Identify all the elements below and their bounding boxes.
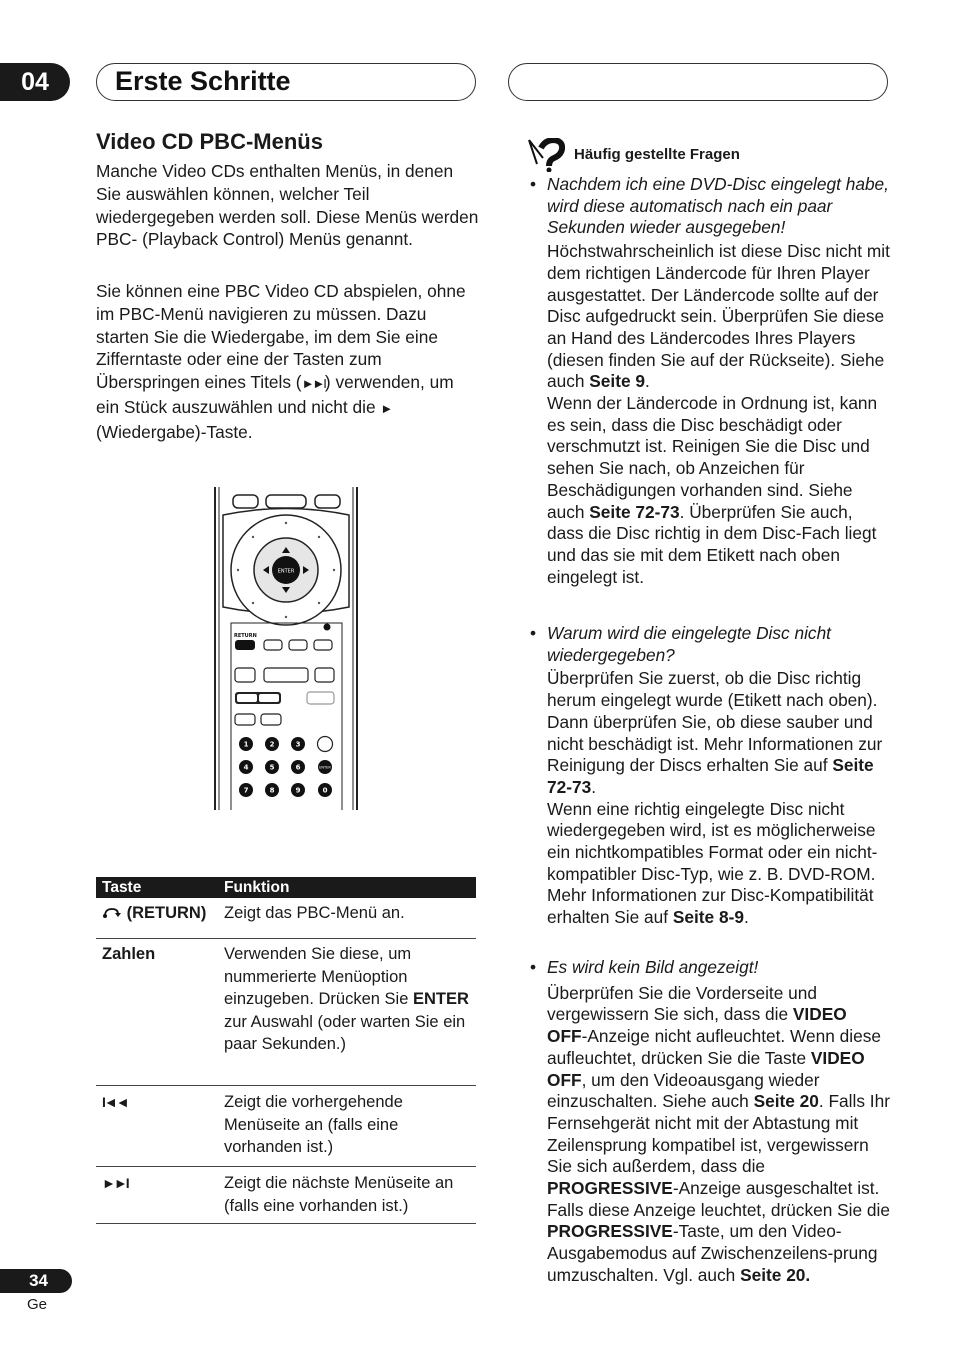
- faq-question-icon: [527, 138, 565, 172]
- faq-answer: Überprüfen Sie die Vorderseite und vergewissern Sie sich, dass die VIDEO OFF-Anzeige nicht aufleuchtet. Wenn diese aufleuchtet, drücken Sie die Taste VIDEO OFF, um den Videoausgang wieder einzuschalten. Siehe auch Seite 20. Falls Ihr Fernsehgerät nicht mit der Abtastung mit Zeilensprung kompatibel ist, vergewissern Sie sich außerdem, dass die PROGRESSIVE-Anzeige ausgeschaltet ist. Falls diese Anzeige leuchtet, drücken Sie die PROGRESSIVE-Taste, um den Video-Ausgabemodus auf Zwischenzeilens-prung umzuschalten. Vgl. auch Seite 20.: [547, 982, 890, 1285]
- table-row: [96, 939, 476, 1086]
- faq-item: [530, 623, 890, 929]
- button-function-table: [96, 877, 476, 1224]
- return-key-label: (RETURN): [126, 904, 207, 922]
- faq-item: [530, 174, 890, 588]
- svg-text:5: 5: [269, 763, 275, 772]
- return-icon: [102, 907, 122, 919]
- numbers-key-label: Zahlen: [102, 945, 156, 963]
- svg-text:ENTER: ENTER: [319, 765, 331, 770]
- faq-item: [530, 957, 890, 1287]
- svg-text:1: 1: [243, 740, 249, 749]
- svg-text:7: 7: [243, 786, 249, 795]
- svg-text:6: 6: [295, 763, 301, 772]
- faq-answer: Höchstwahrscheinlich ist diese Disc nicht mit dem richtigen Ländercode für Ihren Player ausgestattet. Der Ländercode sollte auf der Disc aufgedruckt sein. Überprüfen Sie diese an Hand des Ländercodes Ihres Players (diesen finden Sie auf der Rückseite). Siehe auch Seite 9. Wenn der Ländercode in Ordnung ist, kann es sein, dass die Disc beschädigt oder verschmutzt ist. Reinigen Sie die Disc und sehen Sie nach, ob Anzeichen für Beschädigungen vorhanden sind. Siehe auch Seite 72-73. Überprüfen Sie auch, dass die Disc richtig in dem Disc-Fach liegt und das sie mit dem Etikett nach oben eingelegt ist.: [547, 241, 890, 587]
- svg-text:0: 0: [322, 786, 328, 795]
- table-row: [96, 1167, 476, 1224]
- intro-paragraph: [96, 160, 481, 251]
- svg-text:8: 8: [269, 786, 275, 795]
- numbers-key-function: Verwenden Sie diese, um nummerierte Menüoption einzugeben. Drücken Sie ENTER zur Auswahl (oder warten Sie ein paar Sekunden.): [224, 945, 469, 1054]
- table-row: [96, 1086, 476, 1167]
- skip-forward-symbol: ►►I: [301, 376, 325, 392]
- remote-control-illustration: [213, 487, 359, 810]
- table-header: [96, 877, 476, 898]
- table-header-key: Taste: [102, 879, 142, 896]
- svg-text:4: 4: [243, 763, 249, 772]
- svg-text:9: 9: [295, 786, 301, 795]
- table-row: [96, 898, 476, 939]
- svg-text:2: 2: [269, 740, 275, 749]
- skip-back-icon: I◄◄: [102, 1094, 128, 1110]
- chapter-title: Erste Schritte: [115, 66, 291, 96]
- usage-text: Sie können eine PBC Video CD abspielen, ohne im PBC-Menü navigieren zu müssen. Dazu starten Sie die Wiedergabe, im dem Sie eine Zifferntaste oder eine der Tasten zum Überspringen eines Titels (►►I) verwenden, um ein Stück auszuwählen und nicht die ► (Wiedergabe)-Taste.: [96, 281, 466, 442]
- skip-back-function: Zeigt die vorhergehende Menüseite an (falls eine vorhanden ist.): [224, 1093, 403, 1157]
- faq-heading: Häufig gestellte Fragen: [574, 146, 740, 163]
- section-title: Video CD PBC-Menüs: [96, 129, 323, 154]
- page-number: 34: [0, 1269, 72, 1293]
- faq-answer: Überprüfen Sie zuerst, ob die Disc richtig herum eingelegt wurde (Etikett nach oben). Dann überprüfen Sie, ob diese sauber und nicht beschädigt ist. Mehr Informationen zur Reinigung der Discs erhalten Sie auf Seite 72-73. Wenn eine richtig eingelegte Disc nicht wiedergegeben wird, ist es möglicherweise ein nichtkompatibles Format oder ein nicht-kompatibler Disc-Typ, wie z. B. DVD-ROM. Mehr Informationen zur Disc-Kompatibilität erhalten Sie auf Seite 8-9.: [547, 668, 883, 928]
- skip-forward-icon: ►►I: [102, 1175, 128, 1191]
- header-empty-box: [508, 63, 888, 101]
- chapter-title-box: [96, 63, 476, 101]
- faq-question: • Warum wird die eingelegte Disc nicht wiedergegeben?: [530, 623, 890, 666]
- usage-paragraph: [96, 280, 481, 444]
- chapter-number-badge: 04: [0, 63, 70, 101]
- faq-question: • Nachdem ich eine DVD-Disc eingelegt habe, wird diese automatisch nach ein paar Sekunden wieder ausgegeben!: [530, 174, 890, 239]
- remote-return-label: RETURN: [234, 633, 257, 639]
- intro-text: Manche Video CDs enthalten Menüs, in denen Sie auswählen können, welcher Teil wiedergegeben werden soll. Diese Menüs werden PBC- (Playback Control) Menüs genannt.: [96, 161, 479, 250]
- play-symbol: ►: [380, 400, 394, 416]
- faq-question: • Es wird kein Bild angezeigt!: [530, 957, 890, 979]
- table-header-value: Funktion: [224, 879, 290, 896]
- language-code: Ge: [27, 1296, 48, 1313]
- svg-text:3: 3: [295, 740, 301, 749]
- return-key-function: Zeigt das PBC-Menü an.: [224, 904, 405, 922]
- remote-enter-label: ENTER: [277, 568, 295, 575]
- skip-forward-function: Zeigt die nächste Menüseite an (falls eine vorhanden ist.): [224, 1174, 454, 1215]
